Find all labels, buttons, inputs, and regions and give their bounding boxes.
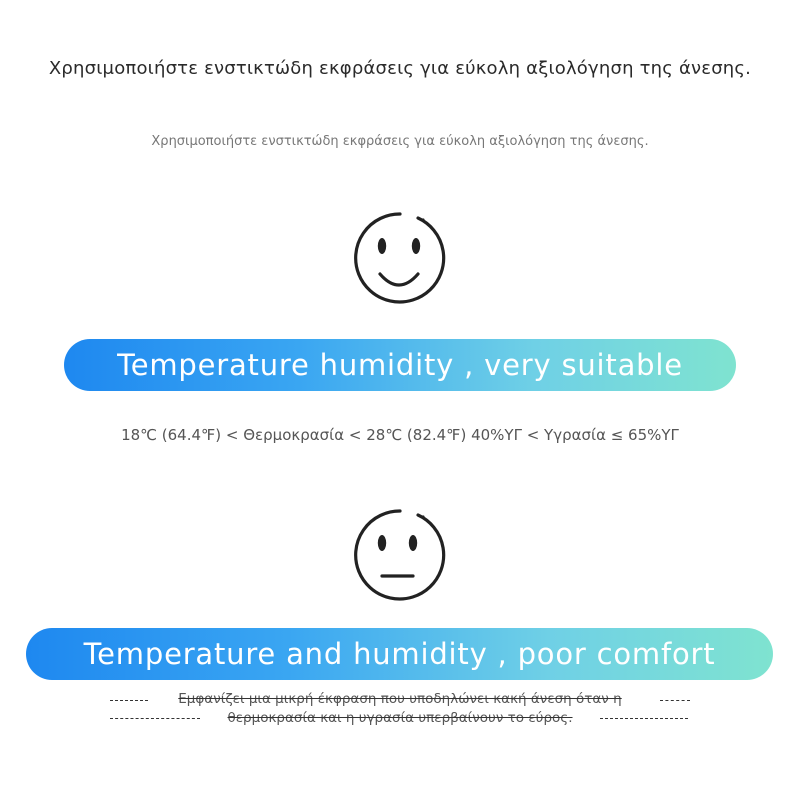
comfort-good-banner: Temperature humidity , very suitable xyxy=(64,339,736,391)
page-title: Χρησιμοποιήστε ενστικτώδη εκφράσεις για εύκολη αξιολόγηση της άνεσης. xyxy=(48,58,752,79)
dashed-mark xyxy=(110,700,148,701)
description-line-1: Εμφανίζει μια μικρή έκφραση που υποδηλώνει κακή άνεση όταν η xyxy=(178,691,622,707)
page-subtitle: Χρησιμοποιήστε ενστικτώδη εκφράσεις για εύκολη αξιολόγηση της άνεσης. xyxy=(151,134,649,149)
smiley-face-icon xyxy=(352,210,448,306)
description-line-2: θερμοκρασία και η υγρασία υπερβαίνουν το εύρος. xyxy=(227,710,573,726)
comfort-poor-banner: Temperature and humidity , poor comfort xyxy=(26,628,773,680)
comfort-range-text: 18℃ (64.4℉) < Θερμοκρασία < 28℃ (82.4℉) 40%ΥΓ < Υγρασία ≤ 65%ΥΓ xyxy=(121,426,679,444)
dashed-mark xyxy=(600,718,688,719)
dashed-mark xyxy=(660,700,690,701)
dashed-mark xyxy=(110,718,200,719)
poor-comfort-description xyxy=(110,690,690,728)
neutral-face-icon xyxy=(352,507,448,603)
